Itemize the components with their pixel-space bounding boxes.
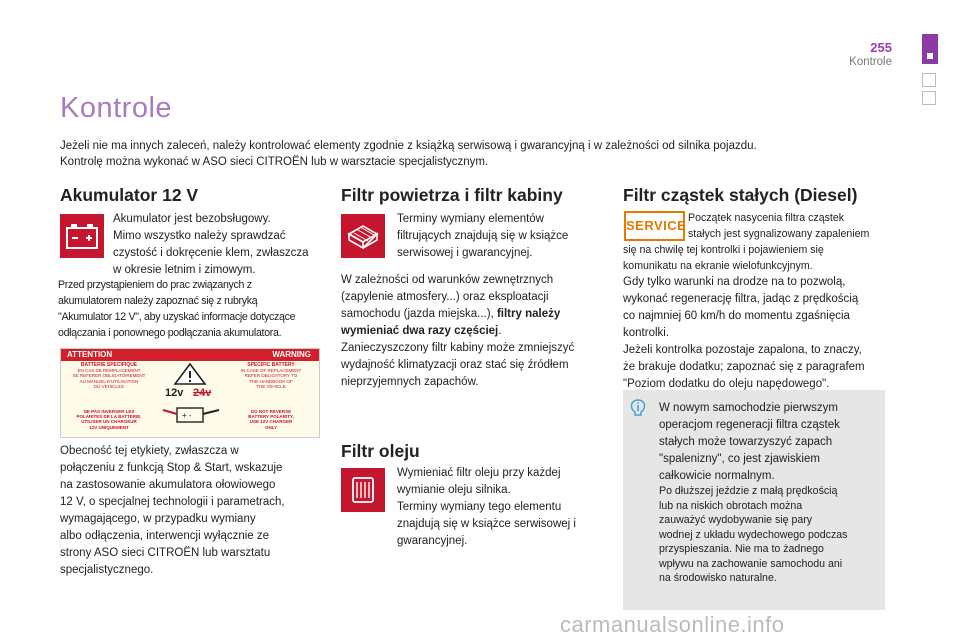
text-line: w okresie letnim i zimowym. bbox=[113, 264, 256, 276]
text-line: Gdy tylko warunki na drodze na to pozwolą, bbox=[623, 276, 846, 288]
text-line: wydajność klimatyzacji oraz stać się źródłem bbox=[341, 359, 569, 371]
text-line: się na chwilę tej kontrolki i pojawieniem się bbox=[623, 244, 824, 256]
label-right-bottom bbox=[229, 409, 313, 430]
text-line: gwarancyjnej. bbox=[397, 535, 468, 547]
watermark: carmanualsonline.info bbox=[560, 612, 785, 637]
oil-filter-heading: Filtr oleju bbox=[341, 441, 420, 461]
battery-icon bbox=[60, 214, 104, 258]
section-tab-active bbox=[922, 34, 938, 64]
text-line: Terminy wymiany tego elementu bbox=[397, 501, 562, 513]
label-line: SPECIFIC BATTERY bbox=[247, 362, 295, 368]
text-line: zauważyć wydobywanie się pary bbox=[659, 514, 813, 526]
battery-warning-label bbox=[60, 348, 320, 438]
text-line: wpływu na zachowanie samochodu ani bbox=[659, 557, 843, 570]
label-left-bottom bbox=[67, 409, 151, 430]
battery-heading: Akumulator 12 V bbox=[60, 185, 199, 205]
text-line: przyspieszania. Nie ma to żadnego bbox=[659, 543, 824, 555]
label-line: AU MANUEL D'UTILISATION bbox=[79, 378, 139, 384]
label-line: BATTERIE SPECIFIQUE bbox=[80, 362, 138, 368]
particle-filter-icon-text-wide bbox=[623, 242, 888, 274]
section-tab bbox=[922, 91, 936, 105]
battery-note bbox=[58, 277, 328, 341]
text-line: W zależności od warunków zewnętrznych bbox=[341, 274, 554, 286]
label-line: 12V UNIQUEMENT bbox=[89, 424, 129, 430]
text-line: komunikatu na ekranie wielofunkcyjnym. bbox=[623, 260, 813, 272]
label-24v: 24v bbox=[193, 387, 212, 399]
text-line: co najmniej 60 km/h do momentu zgaśnięcia bbox=[623, 310, 850, 322]
text-line: wykonać regenerację filtra, jadąc z prędkością bbox=[623, 293, 859, 305]
battery-label-description bbox=[60, 443, 330, 579]
text-line: połączeniu z funkcją Stop & Start, wskazuje bbox=[60, 462, 283, 474]
intro-text bbox=[60, 138, 830, 170]
text-line: Jeżeli kontrolka pozostaje zapalona, to znaczy, bbox=[623, 344, 862, 356]
text-line: "spalenizny", co jest zjawiskiem bbox=[659, 453, 820, 465]
info-box-text bbox=[659, 400, 881, 485]
text-line: strony ASO sieci CITROËN lub warsztatu bbox=[60, 547, 271, 559]
text-line: filtrujących znajdują się w książce bbox=[397, 230, 569, 242]
text-line: Wymieniać filtr oleju przy każdej bbox=[397, 467, 561, 479]
text-line: Obecność tej etykiety, zwłaszcza w bbox=[60, 445, 239, 457]
label-line: UTILISER UN CHARGEUR bbox=[81, 419, 137, 425]
text-line: lub na niskich obrotach można bbox=[659, 499, 803, 512]
particle-filter-heading: Filtr cząstek stałych (Diesel) bbox=[623, 185, 858, 205]
oil-filter-icon bbox=[341, 468, 385, 512]
page-title: Kontrole bbox=[60, 92, 173, 124]
label-line: THE HANDBOOK OF bbox=[249, 378, 293, 384]
label-line: ONLY bbox=[264, 424, 278, 430]
label-line: BATTERY POLARITY, bbox=[248, 414, 294, 420]
text-line: stałych jest sygnalizowany zapaleniem bbox=[688, 228, 870, 240]
label-line: THE VEHICLE bbox=[256, 383, 286, 389]
text-line: operacjom regeneracji filtra cząstek bbox=[659, 419, 840, 431]
intro-line: Kontrolę można wykonać w ASO sieci CITROËN lub w warsztacie specjalistycznym. bbox=[60, 156, 489, 168]
label-line: DU VEHICULE bbox=[93, 383, 125, 389]
service-warning-icon: SERVICE bbox=[624, 211, 685, 241]
text-line: wymianie oleju silnika. bbox=[397, 484, 511, 496]
air-filter-heading: Filtr powietrza i filtr kabiny bbox=[341, 185, 563, 205]
oil-filter-text bbox=[397, 465, 607, 550]
text-line: 12 V, o specjalnej technologii i parametrach, bbox=[60, 496, 285, 508]
particle-filter-icon-text bbox=[688, 210, 888, 242]
text-line: . bbox=[498, 325, 502, 337]
label-warning: WARNING bbox=[272, 350, 311, 359]
text-line: (zapylenie atmosfery...) oraz eksploatacji bbox=[341, 291, 549, 303]
text-line: "Akumulator 12 V", aby uzyskać informacje dotyczące bbox=[58, 311, 296, 323]
text-line: nieprzyjemnych zapachów. bbox=[341, 376, 479, 388]
battery-cable-icon bbox=[161, 402, 221, 424]
label-line: REFER OBLIGATORY TO bbox=[244, 373, 298, 379]
battery-icon-text bbox=[113, 211, 323, 279]
info-box bbox=[623, 390, 885, 610]
label-line: IN CASE OF REPLACEMENT bbox=[240, 368, 302, 374]
label-attention: ATTENTION bbox=[67, 350, 113, 359]
text-line: Terminy wymiany elementów bbox=[397, 213, 544, 225]
label-line: NE PAS INVERSER LES bbox=[83, 409, 135, 414]
text-line: wymagającego, w przypadku wymiany bbox=[60, 513, 256, 525]
text-line: na zastosowanie akumulatora ołowiowego bbox=[60, 479, 276, 491]
text-line: "Poziom dodatku do oleju napędowego". bbox=[623, 378, 830, 390]
text-line: Mimo wszystko należy sprawdzać bbox=[113, 230, 286, 242]
label-line: USE 12V CHARGER bbox=[249, 419, 293, 425]
label-line: SE REFERER OBLIGATOIREMENT bbox=[72, 373, 146, 379]
text-line: specjalistycznego. bbox=[60, 564, 154, 576]
particle-filter-body bbox=[623, 274, 888, 393]
text-line: W nowym samochodzie pierwszym bbox=[659, 402, 838, 414]
section-tab bbox=[922, 73, 936, 87]
text-line: Początek nasycenia filtra cząstek bbox=[688, 212, 845, 224]
label-line: POLARITES DE LA BATTERIE, bbox=[76, 414, 142, 420]
text-line: kontrolki. bbox=[623, 327, 670, 339]
text-line: Przed przystąpieniem do prac związanych z bbox=[58, 279, 252, 291]
text-line: odłączania i ponownego podłączania akumulatora. bbox=[58, 327, 282, 339]
info-icon bbox=[630, 399, 646, 417]
text-line: wodnej z układu wydechowego podczas bbox=[659, 528, 848, 541]
text-line: całkowicie normalnym. bbox=[659, 470, 775, 482]
label-line: DO NOT REVERSE bbox=[250, 409, 292, 414]
emphasis-text: wymieniać dwa razy częściej bbox=[341, 325, 499, 337]
warning-triangle-icon bbox=[173, 362, 207, 386]
text-line: samochodu (jazda miejska...), bbox=[341, 308, 494, 320]
text-line: akumulatorem należy zapoznać się z rubryką bbox=[58, 295, 258, 307]
label-12v: 12v bbox=[165, 387, 184, 399]
text-line: albo odłączenia, interwencji wyłącznie ze bbox=[60, 530, 270, 542]
text-line: Akumulator jest bezobsługowy. bbox=[113, 213, 271, 225]
text-line: czystość i dokręcenie klem, zwłaszcza bbox=[113, 247, 309, 259]
label-line: EN CAS DE REMPLACEMENT bbox=[77, 368, 141, 374]
text-line: że brakuje dodatku; zapoznać się z paragrafem bbox=[623, 361, 865, 373]
text-line: znajdują się w książce serwisowej i bbox=[397, 518, 576, 530]
label-left-block bbox=[67, 363, 151, 389]
intro-line: Jeżeli nie ma innych zaleceń, należy kontrolować elementy zgodnie z książką serwisową i gwarancyjną i w zależności od silnika pojazdu. bbox=[60, 140, 757, 152]
air-filter-body bbox=[341, 272, 611, 391]
emphasis-text: filtry należy bbox=[493, 308, 561, 320]
page-number: 255 bbox=[870, 40, 892, 55]
text-line: na środowisko naturalne. bbox=[659, 572, 777, 584]
air-filter-icon-text bbox=[397, 211, 607, 262]
text-line: serwisowej i gwarancyjnej. bbox=[397, 247, 533, 259]
svg-text:+ -: + - bbox=[182, 411, 192, 420]
air-filter-icon bbox=[341, 214, 385, 258]
text-line: stałych może towarzyszyć zapach bbox=[659, 436, 833, 448]
text-line: Zanieczyszczony filtr kabiny może zmniejszyć bbox=[341, 342, 575, 354]
info-box-text-small bbox=[659, 484, 881, 586]
section-name: Kontrole bbox=[849, 56, 892, 68]
label-right-block bbox=[229, 363, 313, 389]
text-line: Po dłuższej jeździe z małą prędkością bbox=[659, 485, 838, 497]
